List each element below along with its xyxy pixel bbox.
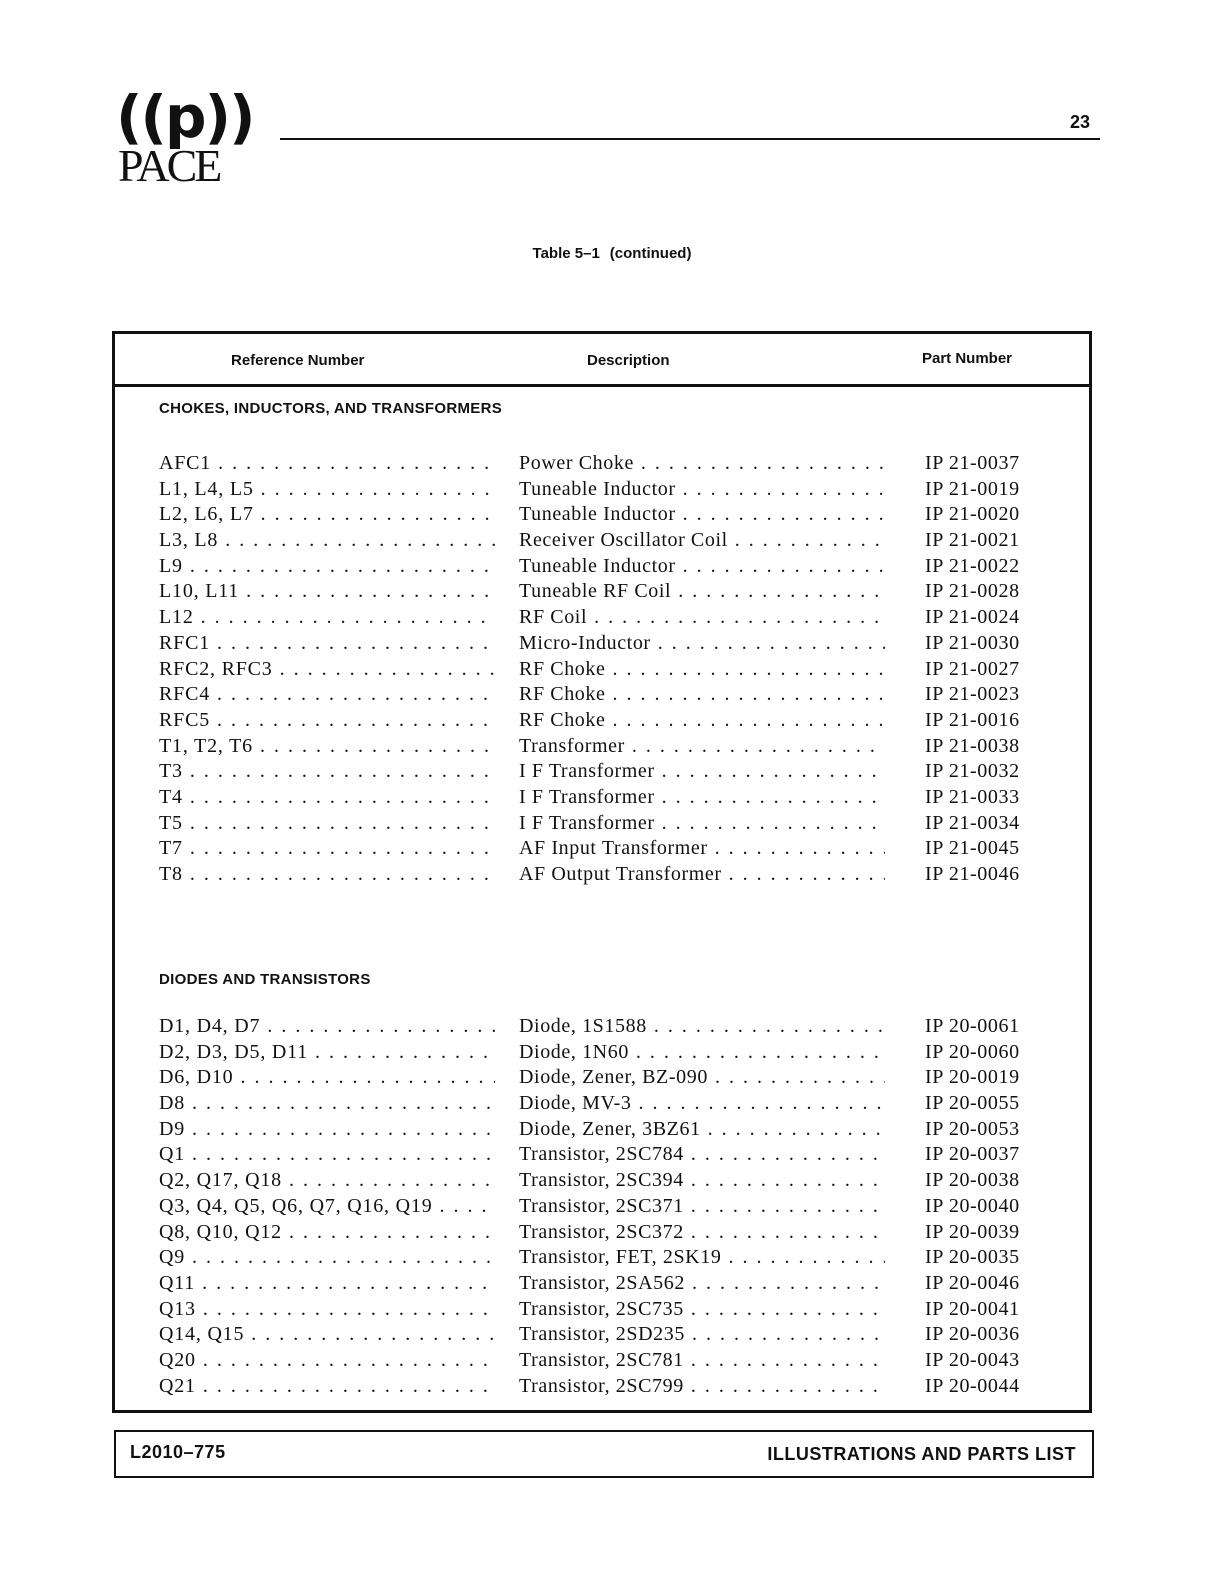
reference-cell: T1, T2, T6 . . . — [159, 734, 495, 760]
part-number-cell: IP 20-0019 — [925, 1066, 1020, 1089]
table-row — [115, 1040, 1089, 1066]
description-cell: Transistor, 2SC371 . . . — [519, 1194, 885, 1220]
reference-cell: Q1 . . . — [159, 1142, 495, 1168]
table-row — [115, 1271, 1089, 1297]
part-number-cell: IP 20-0040 — [925, 1194, 1020, 1217]
part-number-cell: IP 20-0053 — [925, 1117, 1020, 1140]
part-number-cell: IP 21-0016 — [925, 708, 1020, 731]
part-number-cell: IP 21-0032 — [925, 760, 1020, 783]
footer-title: ILLUSTRATIONS AND PARTS LIST — [767, 1444, 1076, 1464]
part-number-cell: IP 21-0022 — [925, 554, 1020, 577]
description-cell: Transistor, 2SC372 . . . — [519, 1220, 885, 1246]
table-row — [115, 734, 1089, 760]
part-number-cell: IP 21-0027 — [925, 657, 1020, 680]
table-row — [115, 1374, 1089, 1400]
reference-cell: D9 . . . — [159, 1117, 495, 1143]
table-row — [115, 502, 1089, 528]
table-row — [115, 1142, 1089, 1168]
table-caption — [0, 245, 1224, 262]
description-cell: I F Transformer . . . — [519, 759, 885, 785]
reference-cell: T3 . . . — [159, 759, 495, 785]
description-cell: Diode, 1S1588 . . . — [519, 1014, 885, 1040]
reference-cell: Q11 . . . — [159, 1271, 495, 1297]
page-number: 23 — [1069, 112, 1090, 132]
description-cell: Transistor, 2SC735 . . . — [519, 1297, 885, 1323]
description-cell: Diode, 1N60 . . . — [519, 1040, 885, 1066]
description-cell: I F Transformer . . . — [519, 785, 885, 811]
reference-cell: D8 . . . — [159, 1091, 495, 1117]
reference-cell: T7 . . . — [159, 836, 495, 862]
description-cell: Diode, Zener, BZ-090 . . . — [519, 1065, 885, 1091]
table-row — [115, 836, 1089, 862]
parts-table — [112, 331, 1092, 1413]
part-number-cell: IP 20-0060 — [925, 1040, 1020, 1063]
reference-cell: AFC1 . . . — [159, 451, 495, 477]
pace-logo — [116, 83, 286, 191]
reference-cell: D1, D4, D7 . . . — [159, 1014, 495, 1040]
part-number-cell: IP 21-0034 — [925, 811, 1020, 834]
table-row — [115, 528, 1089, 554]
part-number-cell: IP 20-0044 — [925, 1374, 1020, 1397]
part-number-cell: IP 20-0038 — [925, 1169, 1020, 1192]
description-cell: Micro-Inductor . . . — [519, 631, 885, 657]
table-row — [115, 1117, 1089, 1143]
part-number-cell: IP 20-0046 — [925, 1271, 1020, 1294]
description-cell: Diode, MV-3 . . . — [519, 1091, 885, 1117]
description-cell: Tuneable Inductor . . . — [519, 554, 885, 580]
table-row — [115, 1014, 1089, 1040]
table-row — [115, 657, 1089, 683]
part-number-cell: IP 20-0055 — [925, 1092, 1020, 1115]
table-row — [115, 811, 1089, 837]
table-row — [115, 1220, 1089, 1246]
description-cell: Transistor, 2SC799 . . . — [519, 1374, 885, 1400]
part-number-cell: IP 20-0039 — [925, 1220, 1020, 1243]
reference-cell: Q21 . . . — [159, 1374, 495, 1400]
table-caption-note: (continued) — [609, 245, 692, 262]
description-cell: Power Choke . . . — [519, 451, 885, 477]
part-number-cell: IP 20-0061 — [925, 1015, 1020, 1037]
table-row — [115, 1297, 1089, 1323]
table-row — [115, 759, 1089, 785]
reference-cell: Q3, Q4, Q5, Q6, Q7, Q16, Q19 . . . — [159, 1194, 495, 1220]
table-row — [115, 477, 1089, 503]
description-cell: Diode, Zener, 3BZ61 . . . — [519, 1117, 885, 1143]
table-row — [115, 1168, 1089, 1194]
reference-cell: L3, L8 . . . — [159, 528, 495, 554]
reference-cell: Q13 . . . — [159, 1297, 495, 1323]
description-cell: I F Transformer . . . — [519, 811, 885, 837]
description-cell: Transistor, 2SD235 . . . — [519, 1322, 885, 1348]
table-row — [115, 785, 1089, 811]
description-cell: AF Input Transformer . . . — [519, 836, 885, 862]
part-number-cell: IP 21-0046 — [925, 863, 1020, 885]
table-row — [115, 708, 1089, 734]
logo-mark: ((p)) — [116, 83, 254, 151]
table-row — [115, 1194, 1089, 1220]
part-number-cell: IP 21-0023 — [925, 683, 1020, 706]
reference-cell: Q20 . . . — [159, 1348, 495, 1374]
table-row — [115, 451, 1089, 477]
column-header-reference: Reference Number — [231, 352, 365, 369]
table-row — [115, 862, 1089, 888]
description-cell: Transistor, 2SC784 . . . — [519, 1142, 885, 1168]
table-row — [115, 605, 1089, 631]
column-header-part-number: Part Number — [922, 350, 1013, 367]
part-number-cell: IP 20-0035 — [925, 1246, 1020, 1269]
part-number-cell: IP 21-0030 — [925, 631, 1020, 654]
part-number-cell: IP 21-0021 — [925, 529, 1020, 552]
reference-cell: L2, L6, L7 . . . — [159, 502, 495, 528]
description-cell: RF Choke . . . — [519, 708, 885, 734]
description-cell: Transistor, FET, 2SK19 . . . — [519, 1245, 885, 1271]
part-number-cell: IP 21-0020 — [925, 503, 1020, 526]
reference-cell: Q14, Q15 . . . — [159, 1322, 495, 1348]
description-cell: Tuneable Inductor . . . — [519, 477, 885, 503]
logo-wordmark: PACE — [118, 140, 220, 191]
reference-cell: RFC1 . . . — [159, 631, 495, 657]
table-row — [115, 1091, 1089, 1117]
reference-cell: T4 . . . — [159, 785, 495, 811]
description-cell: Transistor, 2SA562 . . . — [519, 1271, 885, 1297]
reference-cell: Q8, Q10, Q12 . . . — [159, 1220, 495, 1246]
description-cell: Transistor, 2SC394 . . . — [519, 1168, 885, 1194]
section-rows-diodes — [115, 1014, 1089, 1399]
table-row — [115, 1065, 1089, 1091]
description-cell: Tuneable Inductor . . . — [519, 502, 885, 528]
table-caption-title: Table 5–1 — [532, 245, 600, 262]
table-header-row — [115, 334, 1089, 387]
table-row — [115, 682, 1089, 708]
section-rows-chokes — [115, 451, 1089, 888]
section-title-chokes: CHOKES, INDUCTORS, AND TRANSFORMERS — [159, 400, 503, 417]
part-number-cell: IP 21-0033 — [925, 785, 1020, 808]
description-cell: Transformer . . . — [519, 734, 885, 760]
section-title-diodes: DIODES AND TRANSISTORS — [159, 971, 371, 988]
reference-cell: L12 . . . — [159, 605, 495, 631]
part-number-cell: IP 20-0043 — [925, 1348, 1020, 1371]
part-number-cell: IP 21-0019 — [925, 477, 1020, 500]
part-number-cell: IP 21-0038 — [925, 734, 1020, 757]
page-footer — [114, 1430, 1094, 1478]
part-number-cell: IP 20-0037 — [925, 1143, 1020, 1166]
reference-cell: L9 . . . — [159, 554, 495, 580]
description-cell: Receiver Oscillator Coil . . . — [519, 528, 885, 554]
part-number-cell: IP 21-0037 — [925, 452, 1020, 474]
part-number-cell: IP 21-0045 — [925, 837, 1020, 860]
part-number-cell: IP 21-0028 — [925, 580, 1020, 603]
table-row — [115, 1245, 1089, 1271]
part-number-cell: IP 21-0024 — [925, 606, 1020, 629]
description-cell: RF Coil . . . — [519, 605, 885, 631]
reference-cell: Q9 . . . — [159, 1245, 495, 1271]
reference-cell: D2, D3, D5, D11 . . . — [159, 1040, 495, 1066]
reference-cell: L1, L4, L5 . . . — [159, 477, 495, 503]
reference-cell: RFC2, RFC3 . . . — [159, 657, 495, 683]
reference-cell: D6, D10 . . . — [159, 1065, 495, 1091]
table-row — [115, 579, 1089, 605]
reference-cell: T8 . . . — [159, 862, 495, 888]
reference-cell: RFC5 . . . — [159, 708, 495, 734]
part-number-cell: IP 20-0041 — [925, 1297, 1020, 1320]
reference-cell: L10, L11 . . . — [159, 579, 495, 605]
table-row — [115, 554, 1089, 580]
table-row — [115, 1348, 1089, 1374]
reference-cell: RFC4 . . . — [159, 682, 495, 708]
reference-cell: Q2, Q17, Q18 . . . — [159, 1168, 495, 1194]
description-cell: RF Choke . . . — [519, 682, 885, 708]
reference-cell: T5 . . . — [159, 811, 495, 837]
header-rule — [280, 138, 1100, 140]
column-header-description: Description — [587, 352, 670, 369]
table-row — [115, 631, 1089, 657]
description-cell: Tuneable RF Coil . . . — [519, 579, 885, 605]
description-cell: AF Output Transformer . . . — [519, 862, 885, 888]
table-row — [115, 1322, 1089, 1348]
description-cell: Transistor, 2SC781 . . . — [519, 1348, 885, 1374]
part-number-cell: IP 20-0036 — [925, 1323, 1020, 1346]
description-cell: RF Choke . . . — [519, 657, 885, 683]
document-id: L2010–775 — [130, 1442, 226, 1462]
